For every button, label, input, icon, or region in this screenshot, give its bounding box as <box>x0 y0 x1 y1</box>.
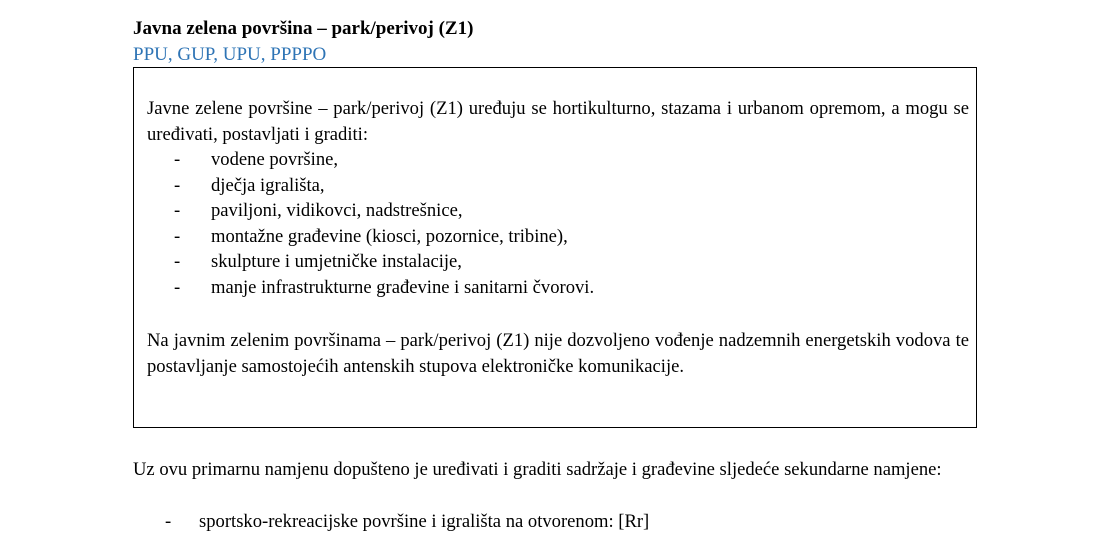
section-title: Javna zelena površina – park/perivoj (Z1) <box>133 18 474 39</box>
secondary-use-paragraph: Uz ovu primarnu namjenu dopušteno je uređivati i graditi sadržaje i građevine sljedeće sekundarne namjene: <box>133 459 942 480</box>
list-item-text: skulpture i umjetničke instalacije, <box>211 251 462 272</box>
list-item <box>174 224 594 250</box>
list-item <box>174 275 594 301</box>
list-item <box>165 509 649 535</box>
bullet-dash: - <box>174 276 181 298</box>
list-item <box>174 173 594 199</box>
list-item-text: vodene površine, <box>211 149 339 170</box>
list-item-text: dječja igrališta, <box>211 174 325 196</box>
bullet-dash: - <box>174 149 181 170</box>
list-item-text: paviljoni, vidikovci, nadstrešnice, <box>211 200 463 221</box>
bullet-dash: - <box>174 251 181 272</box>
bullet-dash: - <box>165 511 172 532</box>
bullet-dash: - <box>174 174 181 196</box>
bullet-dash: - <box>174 225 181 247</box>
bullet-dash: - <box>174 200 181 221</box>
plan-types: PPU, GUP, UPU, PPPPO <box>133 44 327 65</box>
secondary-use-list <box>165 509 649 535</box>
list-item <box>174 249 594 275</box>
list-item-text: manje infrastrukturne građevine i sanitarni čvorovi. <box>211 276 595 298</box>
box-restriction-paragraph: Na javnim zelenim površinama – park/perivoj (Z1) nije dozvoljeno vođenje nadzemnih energetskih vodova te postavljanje samostojećih antenskih stupova elektroničke komunikacije. <box>147 330 969 377</box>
list-item <box>174 198 594 224</box>
list-item-text: montažne građevine (kiosci, pozornice, tribine), <box>211 225 568 247</box>
allowed-items-list <box>174 147 594 300</box>
list-item-text: sportsko-rekreacijske površine i igrališta na otvorenom: [Rr] <box>199 511 650 532</box>
rule-box <box>133 67 977 428</box>
list-item <box>174 147 594 173</box>
box-intro-paragraph: Javne zelene površine – park/perivoj (Z1) uređuju se hortikulturno, stazama i urbanom opremom, a mogu se uređivati, postavljati i graditi: <box>147 98 969 145</box>
